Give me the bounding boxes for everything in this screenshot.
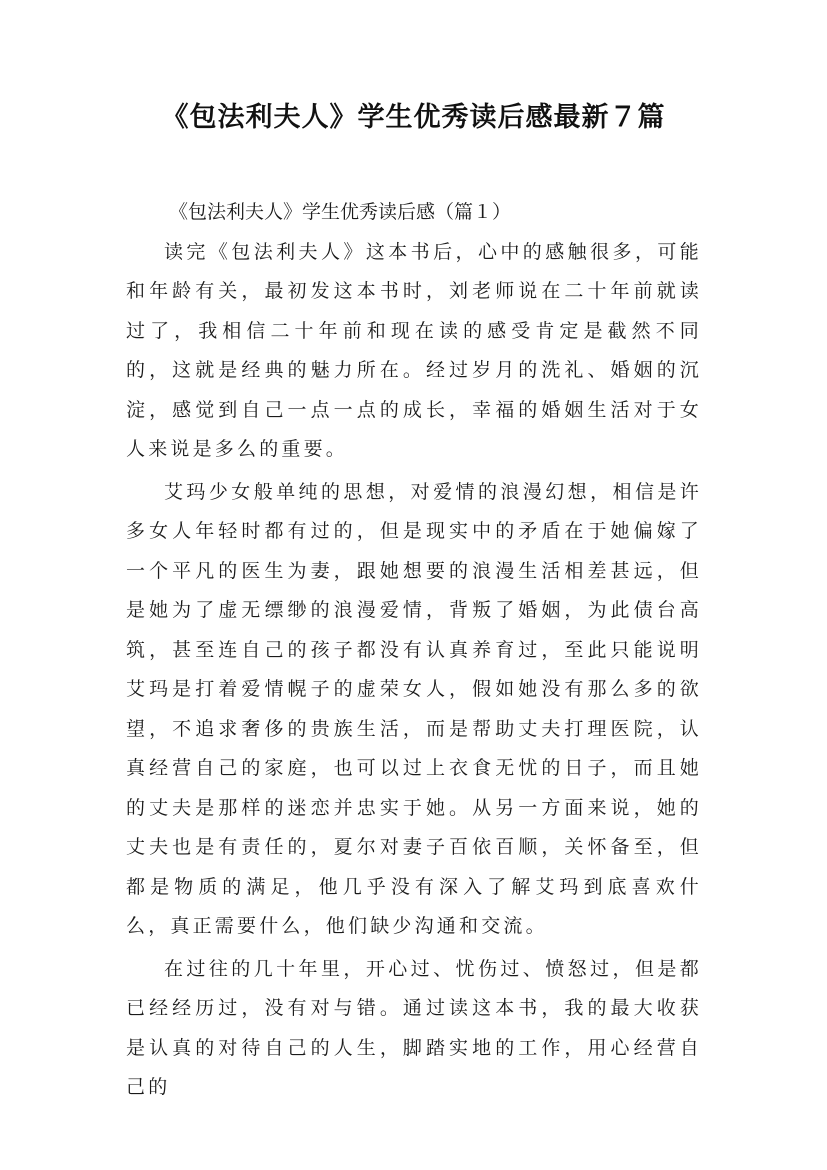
paragraph-3: 在过往的几十年里，开心过、忧伤过、愤怒过，但是都已经经历过，没有对与错。通过读这本书，我的最大收获是认真的对待自己的人生，脚踏实地的工作，用心经营自己的 <box>126 957 702 1098</box>
document-title: 《包法利夫人》学生优秀读后感最新７篇 <box>161 102 666 133</box>
section-heading: 《包法利夫人》学生优秀读后感（篇１） <box>169 201 512 223</box>
paragraph-2: 艾玛少女般单纯的思想，对爱情的浪漫幻想，相信是许多女人年轻时都有过的，但是现实中的矛盾在于她偏嫁了一个平凡的医生为妻，跟她想要的浪漫生活相差甚远，但是她为了虚无缥缈的浪漫爱情，背叛了婚姻，为此债台高筑，甚至连自己的孩子都没有认真养育过，至此只能说明艾玛是打着爱情幌子的虚荣女人，假如她没有那么多的欲望，不追求奢侈的贵族生活，而是帮助丈夫打理医院，认真经营自己的家庭，也可以过上衣食无忧的日子，而且她的丈夫是那样的迷恋并忠实于她。从另一方面来说，她的丈夫也是有责任的，夏尔对妻子百依百顺，关怀备至，但都是物质的满足，他几乎没有深入了解艾玛到底喜欢什么，真正需要什么，他们缺少沟通和交流。 <box>126 480 702 937</box>
document-body <box>126 193 702 1108</box>
paragraph-1: 读完《包法利夫人》这本书后，心中的感触很多，可能和年龄有关，最初发这本书时，刘老师说在二十年前就读过了，我相信二十年前和现在读的感受肯定是截然不同的，这就是经典的魅力所在。经过岁月的洗礼、婚姻的沉淀，感觉到自己一点一点的成长，幸福的婚姻生活对于女人来说是多么的重要。 <box>126 240 702 460</box>
